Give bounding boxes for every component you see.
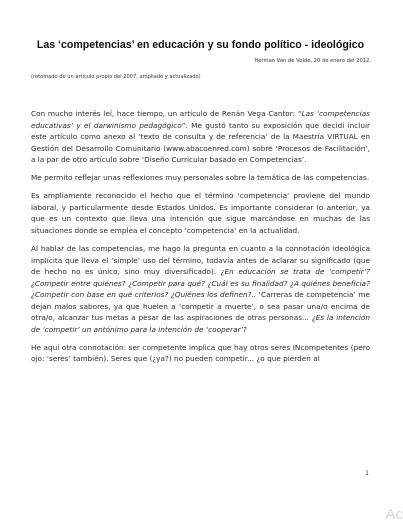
author-date: Herman Van de Velde, 20 de enero del 2012. bbox=[254, 58, 371, 64]
paragraph-4-question-final: ¿Es la intención de ‘competir’ un antónimo para la intención de ‘cooperar’? bbox=[31, 313, 370, 334]
document-title: Las ‘competencias’ en educación y su fondo político - ideológico bbox=[36, 39, 365, 51]
watermark-text: Ac bbox=[385, 506, 403, 523]
cited-article-title: Las ‘competencias educativas’ y el darwinismo pedagógico bbox=[31, 109, 370, 130]
article-body bbox=[31, 108, 370, 371]
paragraph-5: He aquí otra connotación: ser competente implica que hay otros seres INcompetentes (pero ojo: ‘seres’ también). Seres que (¿ya?) no pueden competir... ¿o que pierden al bbox=[31, 342, 370, 364]
paragraph-3: Es ampliamente reconocido el hecho que el término ‘competencia’ proviene del mundo laboral, y particularmente desde Estados Unidos. Es importante considerar lo anterior, ya que es un contexto que lleva una intención que sigue marcándose en muchas de las situaciones donde se emplea el concepto ‘competencia’ en la actualidad. bbox=[31, 191, 370, 235]
paragraph-1-text-c: ”. Me gustó tanto su exposición que decidí incluir este artículo como anexo al ‘texto de consulta y de referencia’ de la Maestría VIRTUAL en Gestión del Desarrollo Comunitario (www.abacoenred.com) sobre ‘Procesos de Facilitación’, a la par de otro artículo sobre ‘Diseño Curricular basado en Competencias’. bbox=[31, 120, 370, 165]
paragraph-4-questions: ¿En educación se trata de ‘competir’? ¿Competir entre quiénes? ¿Competir para qué? ¿Cuál es su finalidad? ¿A quiénes beneficia? ¿Competir con base en qué criterios? ¿Quiénes los definen?.. bbox=[31, 267, 370, 300]
paragraph-1 bbox=[31, 108, 370, 166]
paragraph-4-text-a: Al hablar de las competencias, me hago la pregunta en cuanto a la connotación ideológica implícita que lleva el ‘simple’ uso del término, todavía antes de aclarar su significado (que de hecho no es único, sino muy diversificado). bbox=[31, 243, 370, 277]
paragraph-1-text-a: Con mucho interés leí, hace tiempo, un artículo de Renán Vega Cantor: “ bbox=[31, 109, 302, 118]
paragraph-2: Me permito reflejar unas reflexiones muy personales sobre la temática de las competencias. bbox=[31, 173, 370, 183]
source-note: (retomado de un artículo propio del 2007, ampliado y actualizado) bbox=[31, 74, 201, 80]
paragraph-4 bbox=[31, 243, 370, 335]
page-number: 1 bbox=[365, 470, 369, 477]
paragraph-4-text-c: ‘Carreras de competencia’ me dejan malos sabores, ya que huelen a ‘competir a muerte’, o sea pasar una/o encima de otra/o, alcanzar tus metas a pesar de las aspiraciones de otras personas... bbox=[31, 290, 370, 323]
